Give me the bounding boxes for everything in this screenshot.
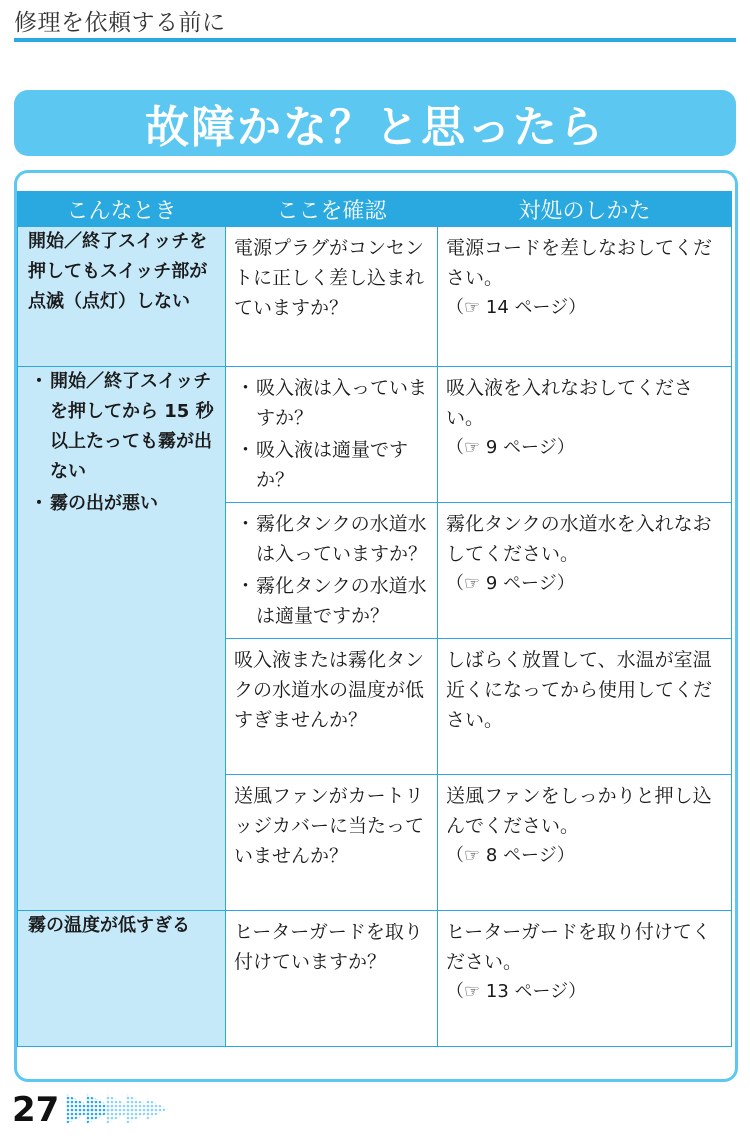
ref-paren: （	[446, 573, 464, 594]
check-text: 電源プラグがコンセントに正しく差し込まれていますか？	[234, 237, 425, 319]
remedy-text: しばらく放置して、水温が室温近くになってから使用してください。	[446, 649, 713, 731]
symptom-text: 開始／終了スイッチを押してから 15 秒以上たっても霧が出ない	[50, 371, 214, 482]
ref-page-text: 8 ページ）	[485, 845, 575, 866]
remedy-cell	[438, 775, 732, 911]
title-banner	[14, 90, 736, 156]
bullet-dot: ・	[30, 493, 48, 514]
check-cell	[226, 503, 438, 639]
pointing-hand-icon: ☞	[464, 981, 481, 1002]
pointing-hand-icon: ☞	[464, 573, 481, 594]
page-number: 27	[12, 1090, 60, 1130]
remedy-cell	[438, 911, 732, 1047]
arrow-triangles-icon	[66, 1092, 178, 1126]
check-text: 吸入液は適量ですか？	[256, 439, 409, 491]
ref-page-text: 9 ページ）	[485, 573, 575, 594]
check-text: ヒーターガードを取り付けていますか？	[234, 921, 423, 973]
check-bullet-item	[234, 571, 431, 631]
table-row	[18, 367, 732, 503]
bullet-dot: ・	[236, 513, 256, 535]
symptom-cell	[18, 367, 226, 911]
table-header-row	[18, 192, 732, 227]
bullet-dot: ・	[236, 575, 256, 597]
check-bullet-item	[234, 435, 431, 495]
remedy-text: ヒーターガードを取り付けてください。	[446, 921, 711, 973]
pointing-hand-icon: ☞	[464, 437, 481, 458]
ref-paren: （	[446, 437, 464, 458]
page-reference	[446, 293, 725, 323]
table-row	[18, 911, 732, 1047]
ref-paren: （	[446, 981, 464, 1002]
ref-paren: （	[446, 845, 464, 866]
ref-paren: （	[446, 297, 464, 318]
check-cell	[226, 639, 438, 775]
remedy-cell	[438, 503, 732, 639]
ref-page-text: 14 ページ）	[485, 297, 587, 318]
pointing-hand-icon: ☞	[464, 297, 481, 318]
check-bullet-item	[234, 373, 431, 433]
check-text: 霧化タンクの水道水は適量ですか？	[256, 575, 427, 627]
column-header-check: ここを確認	[226, 192, 438, 227]
bullet-dot: ・	[30, 371, 48, 392]
section-title: 修理を依頼する前に	[14, 10, 226, 36]
check-text: 吸入液または霧化タンクの水道水の温度が低すぎませんか？	[234, 649, 425, 731]
remedy-cell	[438, 367, 732, 503]
check-text: 吸入液は入っていますか？	[256, 377, 428, 429]
check-cell	[226, 367, 438, 503]
check-cell	[226, 911, 438, 1047]
symptom-text: 開始／終了スイッチを押してもスイッチ部が点滅（点灯）しない	[28, 231, 208, 312]
check-cell	[226, 227, 438, 367]
page-reference	[446, 569, 725, 599]
remedy-text: 霧化タンクの水道水を入れなおしてください。	[446, 513, 712, 565]
symptom-text: 霧の出が悪い	[50, 493, 158, 514]
ref-page-text: 13 ページ）	[485, 981, 587, 1002]
column-header-when: こんなとき	[18, 192, 226, 227]
page-reference	[446, 841, 725, 871]
symptom-cell	[18, 227, 226, 367]
pointing-hand-icon: ☞	[464, 845, 481, 866]
check-cell	[226, 775, 438, 911]
symptom-bullet-item	[28, 367, 219, 487]
check-bullet-item	[234, 509, 431, 569]
page-reference	[446, 433, 725, 463]
section-rule	[14, 38, 736, 42]
remedy-cell	[438, 227, 732, 367]
check-text: 霧化タンクの水道水は入っていますか？	[256, 513, 428, 565]
troubleshooting-table	[17, 191, 732, 1047]
symptom-bullet-item	[28, 489, 219, 519]
bullet-dot: ・	[236, 377, 256, 399]
ref-page-text: 9 ページ）	[485, 437, 575, 458]
column-header-remedy: 対処のしかた	[438, 192, 732, 227]
banner-title: 故障かな？と思ったら	[145, 102, 605, 153]
symptom-text: 霧の温度が低すぎる	[28, 915, 190, 936]
remedy-cell	[438, 639, 732, 775]
remedy-text: 吸入液を入れなおしてください。	[446, 377, 694, 429]
symptom-cell	[18, 911, 226, 1047]
table-row	[18, 227, 732, 367]
remedy-text: 電源コードを差しなおしてください。	[446, 237, 713, 289]
page-reference	[446, 977, 725, 1007]
remedy-text: 送風ファンをしっかりと押し込んでください。	[446, 785, 712, 837]
check-text: 送風ファンがカートリッジカバーに当たっていませんか？	[234, 785, 425, 867]
bullet-dot: ・	[236, 439, 256, 461]
